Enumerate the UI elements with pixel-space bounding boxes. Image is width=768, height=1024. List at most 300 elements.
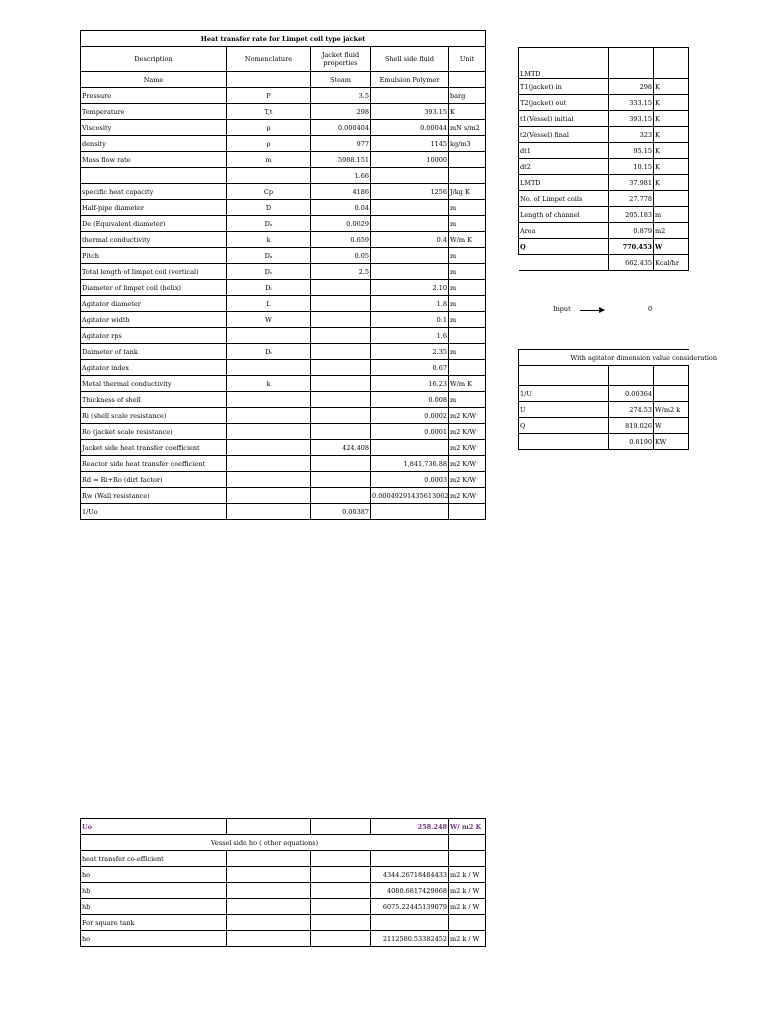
uo-row-blank [227,883,311,899]
table-row [81,392,486,408]
agitator-row [519,402,689,418]
row-description: Agitator width [81,312,227,328]
row-unit: W/m K [449,232,486,248]
row-shell-value [371,248,449,264]
row-unit: m2 K/W [449,488,486,504]
row-description: Agitator rps [81,328,227,344]
agitator-row [519,434,689,450]
row-shell-value: 0.00049291435613062 [371,488,449,504]
uo-row-blank [227,915,311,931]
agitator-value: 0.00364 [609,386,654,402]
row-unit: m [449,216,486,232]
row-jacket-value: 2.5 [311,264,371,280]
row-nomenclature: m [227,152,311,168]
row-shell-value [371,504,449,520]
uo-row-label: heat transfer co-efficient [81,851,227,867]
row-jacket-value: 1.66 [311,168,371,184]
uo-row [81,915,486,931]
table-row [81,488,486,504]
lmtd-row [519,143,689,159]
input-value: 0 [648,305,653,313]
agitator-value: 819.026 [609,418,654,434]
uo-row-blank [227,851,311,867]
table-row [81,216,486,232]
uo-row-unit: m2 k / W [449,883,486,899]
row-nomenclature [227,472,311,488]
uo-blank [449,835,486,851]
row-jacket-value [311,424,371,440]
lmtd-extra-value: 662.435 [609,255,654,271]
row-shell-value: 0.1 [371,312,449,328]
uo-blank [227,819,311,835]
row-shell-value: 0.0002 [371,408,449,424]
lmtd-label: dt2 [519,159,609,175]
table-row [81,184,486,200]
row-nomenclature [227,72,311,88]
table-row [81,456,486,472]
lmtd-header: LMTD [519,48,609,79]
row-description: Total length of limpet coil (vertical) [81,264,227,280]
agitator-spacer [519,366,609,386]
row-unit [449,168,486,184]
row-description: Ri (shell scale resistance) [81,408,227,424]
row-unit: kg/m3 [449,136,486,152]
uo-row-blank [227,867,311,883]
uo-row-blank [311,899,371,915]
uo-row-blank [311,915,371,931]
lmtd-row [519,207,689,223]
agitator-table-body [519,350,718,450]
row-nomenclature [227,408,311,424]
table-row [81,200,486,216]
uo-table-body [81,819,486,947]
row-jacket-value: 0.000404 [311,120,371,136]
row-unit [449,504,486,520]
row-description: specific heat capacity [81,184,227,200]
agitator-label [519,434,609,450]
row-shell-value: 0.0001 [371,424,449,440]
lmtd-row [519,159,689,175]
table-row [81,440,486,456]
lmtd-unit: K [654,143,689,159]
lmtd-row [519,223,689,239]
agitator-title [519,350,718,366]
table-row [81,168,486,184]
row-jacket-value [311,280,371,296]
lmtd-label: LMTD [519,175,609,191]
uo-row-unit: m2 k / W [449,867,486,883]
row-shell-value: 2.35 [371,344,449,360]
agitator-title-text: With agitator dimension value consideration [570,353,718,362]
uo-row-label: For square tank [81,915,227,931]
row-jacket-value: 0.04 [311,200,371,216]
header-description: Description [81,47,227,72]
lmtd-value: 10.15 [609,159,654,175]
uo-row [81,867,486,883]
row-description: Rw (Wall resistance) [81,488,227,504]
row-shell-value [371,168,449,184]
uo-row-label: ho [81,931,227,947]
row-nomenclature: Dₗ [227,280,311,296]
agitator-unit: W [654,418,689,434]
lmtd-table-body [519,48,689,271]
row-nomenclature: D [227,200,311,216]
row-description: Pressure [81,88,227,104]
header-nomenclature: Nomenclature [227,47,311,72]
table-row [81,152,486,168]
lmtd-unit: K [654,159,689,175]
uo-row [81,931,486,947]
row-nomenclature: W [227,312,311,328]
agitator-value: 274.53 [609,402,654,418]
uo-row [81,851,486,867]
uo-label: Uo [81,819,227,835]
row-nomenclature: T,t [227,104,311,120]
row-shell-value: 0.008 [371,392,449,408]
row-nomenclature: Dᵥ [227,264,311,280]
row-description: Half-pipe diameter [81,200,227,216]
uo-row-unit: m2 k / W [449,899,486,915]
row-unit: m2 K/W [449,472,486,488]
row-jacket-value [311,344,371,360]
uo-row-value: 6075.22445139079 [371,899,449,915]
uo-value-cell [371,819,449,835]
lmtd-row [519,127,689,143]
uo-row-label: hb [81,899,227,915]
uo-row-unit: m2 k / W [449,931,486,947]
lmtd-value: 205.183 [609,207,654,223]
row-unit: m2 K/W [449,408,486,424]
row-unit: m [449,280,486,296]
uo-row-blank [311,867,371,883]
agitator-row [519,386,689,402]
row-unit: m [449,344,486,360]
table-row [81,424,486,440]
lmtd-row [519,95,689,111]
table-row [81,88,486,104]
table-title: Heat transfer rate for Limpet coil type jacket [81,31,486,47]
table-row [81,376,486,392]
row-nomenclature [227,440,311,456]
row-shell-value: 2.10 [371,280,449,296]
row-unit: J/kg K [449,184,486,200]
lmtd-label: t2(Vessel) final [519,127,609,143]
lmtd-header-blank [654,48,689,79]
agitator-label: U [519,402,609,418]
table-row [81,136,486,152]
row-jacket-value: 298 [311,104,371,120]
row-description: Name [81,72,227,88]
row-unit [449,360,486,376]
uo-row-label: ho [81,867,227,883]
row-unit: barg [449,88,486,104]
row-unit: m [449,296,486,312]
row-jacket-value: 0.0629 [311,216,371,232]
uo-row-unit [449,851,486,867]
row-unit [449,152,486,168]
row-description: Mass flow rate [81,152,227,168]
row-jacket-value: 424.408 [311,440,371,456]
row-nomenclature: Cp [227,184,311,200]
row-jacket-value [311,488,371,504]
row-description: Ro (jacket scale resistance) [81,424,227,440]
table-row [81,248,486,264]
row-shell-value: 0.67 [371,360,449,376]
lmtd-row [519,175,689,191]
lmtd-unit [654,191,689,207]
lmtd-unit: K [654,79,689,95]
agitator-unit: W/m2 k [654,402,689,418]
uo-value: 258.248 [417,822,447,831]
table-row [81,472,486,488]
row-nomenclature: k [227,232,311,248]
table-row [81,280,486,296]
uo-row-value: 4080.6817429868 [371,883,449,899]
lmtd-header-blank [609,48,654,79]
row-description: Rd = Ri+Ro (dirt factor) [81,472,227,488]
lmtd-label: dt1 [519,143,609,159]
row-shell-value [371,440,449,456]
table-row [81,312,486,328]
row-unit: m [449,312,486,328]
uo-row-blank [227,899,311,915]
row-nomenclature: L [227,296,311,312]
row-unit: m [449,392,486,408]
row-nomenclature: Dₜ [227,344,311,360]
row-unit: m2 K/W [449,440,486,456]
table-row [81,120,486,136]
agitator-unit [654,386,689,402]
row-nomenclature: Dₚ [227,248,311,264]
lmtd-label: t1(Vessel) initial [519,111,609,127]
lmtd-value: 95.15 [609,143,654,159]
row-shell-value: 1145 [371,136,449,152]
row-description: Agitator index [81,360,227,376]
row-nomenclature: Dₑ [227,216,311,232]
row-shell-value: 0.00044 [371,120,449,136]
table-row [81,408,486,424]
agitator-spacer [609,366,654,386]
lmtd-value: 298 [609,79,654,95]
row-jacket-value: 0.05 [311,248,371,264]
row-nomenclature [227,360,311,376]
lmtd-unit: W [654,239,689,255]
lmtd-label: Area [519,223,609,239]
lmtd-value: 333.15 [609,95,654,111]
row-description: Agitator diameter [81,296,227,312]
lmtd-table [518,47,689,271]
lmtd-unit: m [654,207,689,223]
uo-row [81,883,486,899]
row-nomenclature [227,392,311,408]
lmtd-unit: K [654,95,689,111]
lmtd-extra-unit: Kcal/hr [654,255,689,271]
lmtd-value: 323 [609,127,654,143]
agitator-row [519,418,689,434]
row-description: Metal thermal conductivity [81,376,227,392]
lmtd-value: 770.453 [609,239,654,255]
lmtd-value: 393.15 [609,111,654,127]
row-description: Pitch [81,248,227,264]
row-nomenclature: μ [227,120,311,136]
row-description: Reactor side heat transfer coefficient [81,456,227,472]
row-jacket-value [311,472,371,488]
row-unit: W/m K [449,376,486,392]
row-unit: K [449,104,486,120]
header-shell-fluid: Shell side fluid [371,47,449,72]
row-jacket-value [311,360,371,376]
header-jacket-fluid: Jacket fluid properties [311,47,371,72]
row-unit: mN s/m2 [449,120,486,136]
row-shell-value [371,88,449,104]
row-shell-value: 1.8 [371,296,449,312]
row-jacket-value [311,456,371,472]
lmtd-value: 0.879 [609,223,654,239]
lmtd-label: Length of channel [519,207,609,223]
lmtd-value: 37.981 [609,175,654,191]
row-description: density [81,136,227,152]
row-nomenclature [227,456,311,472]
row-nomenclature: ρ [227,136,311,152]
row-shell-value: 16.23 [371,376,449,392]
row-nomenclature [227,168,311,184]
row-jacket-value [311,328,371,344]
row-description: Thickness of shell [81,392,227,408]
lmtd-extra-blank [519,255,609,271]
arrow-right-icon [580,310,604,311]
agitator-label: 1/U [519,386,609,402]
row-jacket-value: 3.5 [311,88,371,104]
row-jacket-value [311,408,371,424]
row-jacket-value [311,376,371,392]
row-nomenclature: P [227,88,311,104]
table-row [81,296,486,312]
lmtd-label: T1(jacket) in [519,79,609,95]
table-row [81,504,486,520]
row-shell-value [371,216,449,232]
uo-row-blank [311,851,371,867]
table-row [81,344,486,360]
uo-row-blank [311,883,371,899]
row-unit: m2 K/W [449,456,486,472]
row-shell-value: 1.6 [371,328,449,344]
uo-row-blank [227,931,311,947]
row-shell-value: 0.4 [371,232,449,248]
row-nomenclature [227,488,311,504]
row-unit: m2 K/W [449,424,486,440]
lmtd-row [519,239,689,255]
lmtd-value: 27.778 [609,191,654,207]
lmtd-label: Q [519,239,609,255]
row-unit [449,72,486,88]
row-description: Jacket side heat transfer coefficient [81,440,227,456]
row-description: thermal conductivity [81,232,227,248]
lmtd-row [519,79,689,95]
lmtd-row [519,255,689,271]
lmtd-unit: K [654,111,689,127]
row-jacket-value: 5988.151 [311,152,371,168]
row-shell-value: 1,841,736.88 [371,456,449,472]
uo-row-unit [449,915,486,931]
row-jacket-value: 0.00387 [311,504,371,520]
row-nomenclature: k [227,376,311,392]
row-description: Viscosity [81,120,227,136]
lmtd-label: T2(jacket) out [519,95,609,111]
uo-row-value [371,915,449,931]
header-unit: Unit [449,47,486,72]
table-row [81,328,486,344]
lmtd-row [519,191,689,207]
uo-subtitle: Vessel side ho ( other equations) [81,835,449,851]
agitator-label: Q [519,418,609,434]
row-nomenclature [227,424,311,440]
lmtd-unit: K [654,175,689,191]
table-row [81,360,486,376]
agitator-table [518,349,718,450]
uo-row-blank [311,931,371,947]
agitator-value: 0.8190 [609,434,654,450]
row-unit: m [449,264,486,280]
row-jacket-value [311,296,371,312]
row-unit: m [449,200,486,216]
agitator-spacer [654,366,689,386]
row-jacket-value [311,312,371,328]
row-description: Daimeter of tank [81,344,227,360]
row-shell-value [371,264,449,280]
heat-transfer-table-body [81,31,486,520]
row-nomenclature [227,504,311,520]
row-shell-value: 10000 [371,152,449,168]
row-shell-value: Emulsion Polymer [371,72,449,88]
row-jacket-value: Steam [311,72,371,88]
row-jacket-value: 977 [311,136,371,152]
row-shell-value [371,200,449,216]
lmtd-label: No. of Limpet coils [519,191,609,207]
row-shell-value: 1256 [371,184,449,200]
table-row [81,232,486,248]
row-nomenclature [227,328,311,344]
input-indicator [550,305,680,317]
row-description: 1/Uo [81,504,227,520]
row-shell-value: 0.0003 [371,472,449,488]
row-jacket-value [311,392,371,408]
heat-transfer-table [80,30,486,520]
row-description: Temperature [81,104,227,120]
row-jacket-value: 4186 [311,184,371,200]
uo-unit: W/ m2 K [449,819,486,835]
table-row [81,264,486,280]
table-row [81,104,486,120]
row-description: Diameter of limpet coil (helix) [81,280,227,296]
uo-row-label: hb [81,883,227,899]
row-shell-value: 393.15 [371,104,449,120]
input-label: Input [553,305,571,313]
row-unit: m [449,248,486,264]
row-jacket-value: 0.659 [311,232,371,248]
table-row [81,72,486,88]
row-description: De (Equivalent diameter) [81,216,227,232]
lmtd-unit: K [654,127,689,143]
row-unit [449,328,486,344]
row-description [81,168,227,184]
uo-row-value: 4344.26718484433 [371,867,449,883]
lmtd-row [519,111,689,127]
uo-row-value: 2112580.53382452 [371,931,449,947]
uo-row-value [371,851,449,867]
lmtd-unit: m2 [654,223,689,239]
uo-row [81,899,486,915]
agitator-unit: KW [654,434,689,450]
